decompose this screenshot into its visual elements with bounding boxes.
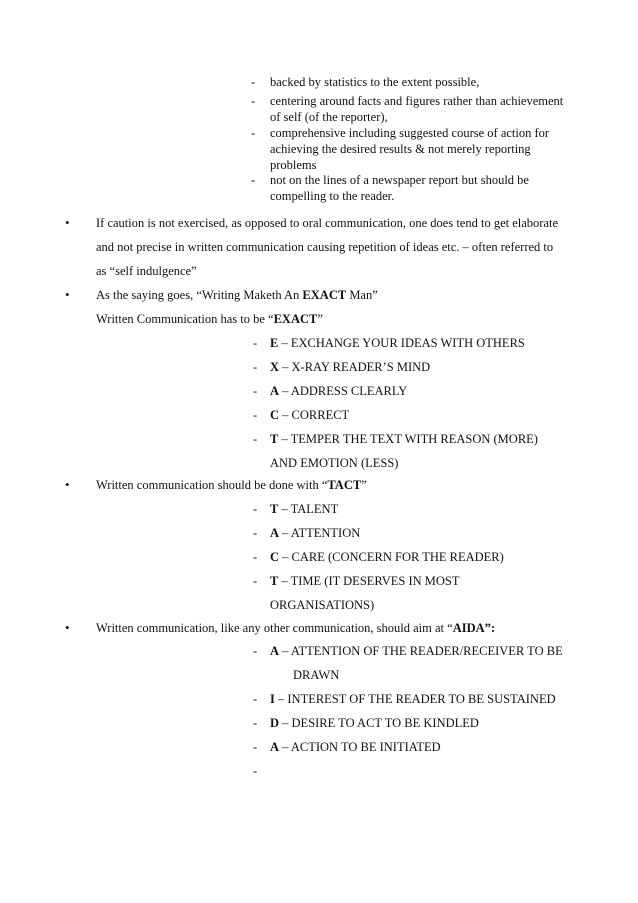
list-dash: - bbox=[253, 716, 258, 730]
list-dash: - bbox=[253, 432, 258, 446]
list-dash: - bbox=[253, 502, 258, 516]
paragraph-line: If caution is not exercised, as opposed to oral communication, one does tend to get elaborate bbox=[96, 216, 559, 230]
list-dash: - bbox=[253, 550, 258, 564]
acronym-item: D – DESIRE TO ACT TO BE KINDLED bbox=[270, 716, 479, 730]
list-dash: - bbox=[251, 173, 256, 187]
paragraph-line: Written communication should be done with “TACT” bbox=[96, 478, 367, 492]
list-item-text: of self (of the reporter), bbox=[270, 110, 388, 124]
list-dash: - bbox=[253, 574, 258, 588]
list-dash: - bbox=[253, 692, 258, 706]
acronym-item: C – CORRECT bbox=[270, 408, 350, 422]
acronym-item: T – TIME (IT DESERVES IN MOST bbox=[270, 574, 460, 588]
list-dash: - bbox=[253, 526, 258, 540]
acronym-item: T – TEMPER THE TEXT WITH REASON (MORE) bbox=[270, 432, 538, 446]
acronym-item: A – ATTENTION OF THE READER/RECEIVER TO BE bbox=[270, 644, 563, 658]
list-dash: - bbox=[253, 740, 258, 754]
list-dash: - bbox=[253, 408, 258, 422]
acronym-item: E – EXCHANGE YOUR IDEAS WITH OTHERS bbox=[270, 336, 525, 350]
list-dash: - bbox=[253, 644, 258, 658]
bullet-icon: • bbox=[65, 477, 70, 492]
paragraph-line: and not precise in written communication causing repetition of ideas etc. – often referred to bbox=[96, 240, 554, 254]
list-dash: - bbox=[253, 360, 258, 374]
acronym-item: C – CARE (CONCERN FOR THE READER) bbox=[270, 550, 504, 564]
list-item-text: compelling to the reader. bbox=[270, 189, 395, 203]
bullet-icon: • bbox=[65, 215, 70, 230]
list-item-text: problems bbox=[270, 158, 317, 172]
list-dash: - bbox=[251, 75, 256, 89]
list-dash: - bbox=[253, 336, 258, 350]
bullet-icon: • bbox=[65, 620, 70, 635]
paragraph-line: Written communication, like any other communication, should aim at “AIDA”: bbox=[96, 621, 496, 635]
list-dash: - bbox=[251, 126, 256, 140]
bullet-icon: • bbox=[65, 287, 70, 302]
acronym-item: X – X-RAY READER’S MIND bbox=[270, 360, 431, 374]
list-item-text: not on the lines of a newspaper report but should be bbox=[270, 173, 529, 187]
acronym-item: T – TALENT bbox=[270, 502, 339, 516]
acronym-item-continuation: AND EMOTION (LESS) bbox=[270, 456, 399, 470]
list-dash: - bbox=[251, 94, 256, 108]
paragraph-line: as “self indulgence” bbox=[96, 264, 197, 278]
acronym-item-continuation: ORGANISATIONS) bbox=[270, 598, 375, 612]
paragraph-line: Written Communication has to be “EXACT” bbox=[96, 312, 323, 326]
list-item-text: achieving the desired results & not merely reporting bbox=[270, 142, 531, 156]
list-item-text: comprehensive including suggested course of action for bbox=[270, 126, 550, 140]
acronym-item: A – ADDRESS CLEARLY bbox=[270, 384, 408, 398]
acronym-item: I – INTEREST OF THE READER TO BE SUSTAINED bbox=[270, 692, 556, 706]
acronym-item-continuation: DRAWN bbox=[293, 668, 340, 682]
acronym-item: A – ACTION TO BE INITIATED bbox=[270, 740, 441, 754]
paragraph-line: As the saying goes, “Writing Maketh An EXACT Man” bbox=[96, 288, 378, 302]
list-dash: - bbox=[253, 384, 258, 398]
list-dash: - bbox=[253, 764, 258, 778]
acronym-item: A – ATTENTION bbox=[270, 526, 361, 540]
list-item-text: backed by statistics to the extent possible, bbox=[270, 75, 480, 89]
list-item-text: centering around facts and figures rather than achievement bbox=[270, 94, 564, 108]
